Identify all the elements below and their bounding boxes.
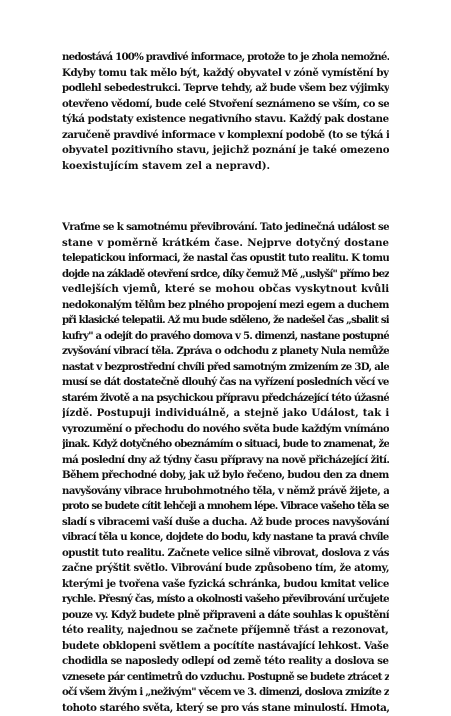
text-line: týká podstaty existence negativního stavu. Každý pak dostane [62,112,389,128]
text-line: jinak. Když dotyčného obeznámím o situaci, bude to znamenat, že [62,437,389,453]
text-line: vedlejších vjemů, které se mohou občas vyskytnout kvůli [62,282,389,298]
text-line: začne prýštit světlo. Vibrování bude způsobeno tím, že atomy, [62,561,389,577]
text-line: chodidla se naposledy odlepí od země této reality a doslova se [62,654,389,670]
text-line: opustit tuto realitu. Začnete velice silně vibrovat, doslova z vás [62,546,389,562]
text-line: má poslední dny až týdny času přípravy na nově přicházející žití. [62,453,389,469]
text-line: proto se budete cítit lehčeji a mnohem lépe. Vibrace vašeho těla se [62,499,389,515]
text-line: Během přechodné doby, jak už bylo řečeno, budou den za dnem [62,468,389,484]
text-line: budete obklopeni světlem a pocítíte nastávající lehkost. Vaše [62,639,389,655]
text-line: dojde na základě otevření srdce, díky čemuž Mě „uslyší" přímo bez [62,267,389,283]
text-line: Vraťme se k samotnému převibrování. Tato jedinečná událost se [62,220,389,236]
text-line: této reality, najednou se začnete příjemně třást a rezonovat, [62,623,389,639]
text-line: stane v poměrně krátkém čase. Nejprve dotyčný dostane [62,236,389,252]
text-line: podlehl sebedestrukci. Teprve tehdy, až bude všem bez výjimky [62,81,389,97]
text-line: zaručeně pravdivé informace v komplexní podobě (to se týká i [62,128,389,144]
text-line: telepatickou informaci, že nastal čas opustit tuto realitu. K tomu [62,251,389,267]
text-line: kufry" a odejít do pravého domova v 5. dimenzi, nastane postupné [62,329,389,345]
text-line: zvyšování vibrací těla. Zpráva o odchodu z planety Nula nemůže [62,344,389,360]
text-line: navyšovány vibrace hrubohmotného těla, v němž právě žijete, a [62,484,389,500]
text-line: otevřeno vědomí, bude celé Stvoření seznámeno se vším, co se [62,97,389,113]
paragraph-2 [62,220,389,716]
paragraph-1 [62,50,389,174]
text-line: očí všem živým i „neživým" věcem ve 3. dimenzi, doslova zmizíte z [62,685,389,701]
text-line: tohoto starého světa, který se pro vás stane minulostí. Hmota, [62,701,389,716]
text-line: pouze vy. Když budete plně připraveni a dáte souhlas k opuštění [62,608,389,624]
text-line: vibrací těla u konce, dojdete do bodu, kdy nastane ta pravá chvíle [62,530,389,546]
text-line: kterými je tvořena vaše fyzická schránka, budou kmitat velice [62,577,389,593]
text-line: při klasické telepatii. Až mu bude sděleno, že nadešel čas „sbalit si [62,313,389,329]
text-line: jízdě. Postupuji individuálně, a stejně jako Událost, tak i [62,406,389,422]
text-line: koexistujícím stavem zel a nepravd). [62,159,389,175]
text-line: vyrozumění o přechodu do nového světa bude každým vnímáno [62,422,389,438]
text-line: Kdyby tomu tak mělo být, každý obyvatel v zóně vymístění by [62,66,389,82]
text-line: nedostává 100% pravdivé informace, protože to je zhola nemožné. [62,50,389,66]
text-line: nedokonalým tělům bez plného propojení mezi egem a duchem [62,298,389,314]
text-line: nastat v bezprostřední chvíli před samotným zmizením ze 3D, ale [62,360,389,376]
text-line: starém životě a na psychickou přípravu předcházející této úžasné [62,391,389,407]
text-line: rychle. Přesný čas, místo a okolnosti vašeho převibrování určujete [62,592,389,608]
text-line: sladí s vibracemi vaší duše a ducha. Až bude proces navyšování [62,515,389,531]
text-line: musí se dát dostatečně dlouhý čas na vyřízení posledních věcí ve [62,375,389,391]
text-line: vznesete pár centimetrů do vzduchu. Postupně se budete ztrácet z [62,670,389,686]
text-line: obyvatel pozitivního stavu, jejichž poznání je také omezeno [62,143,389,159]
